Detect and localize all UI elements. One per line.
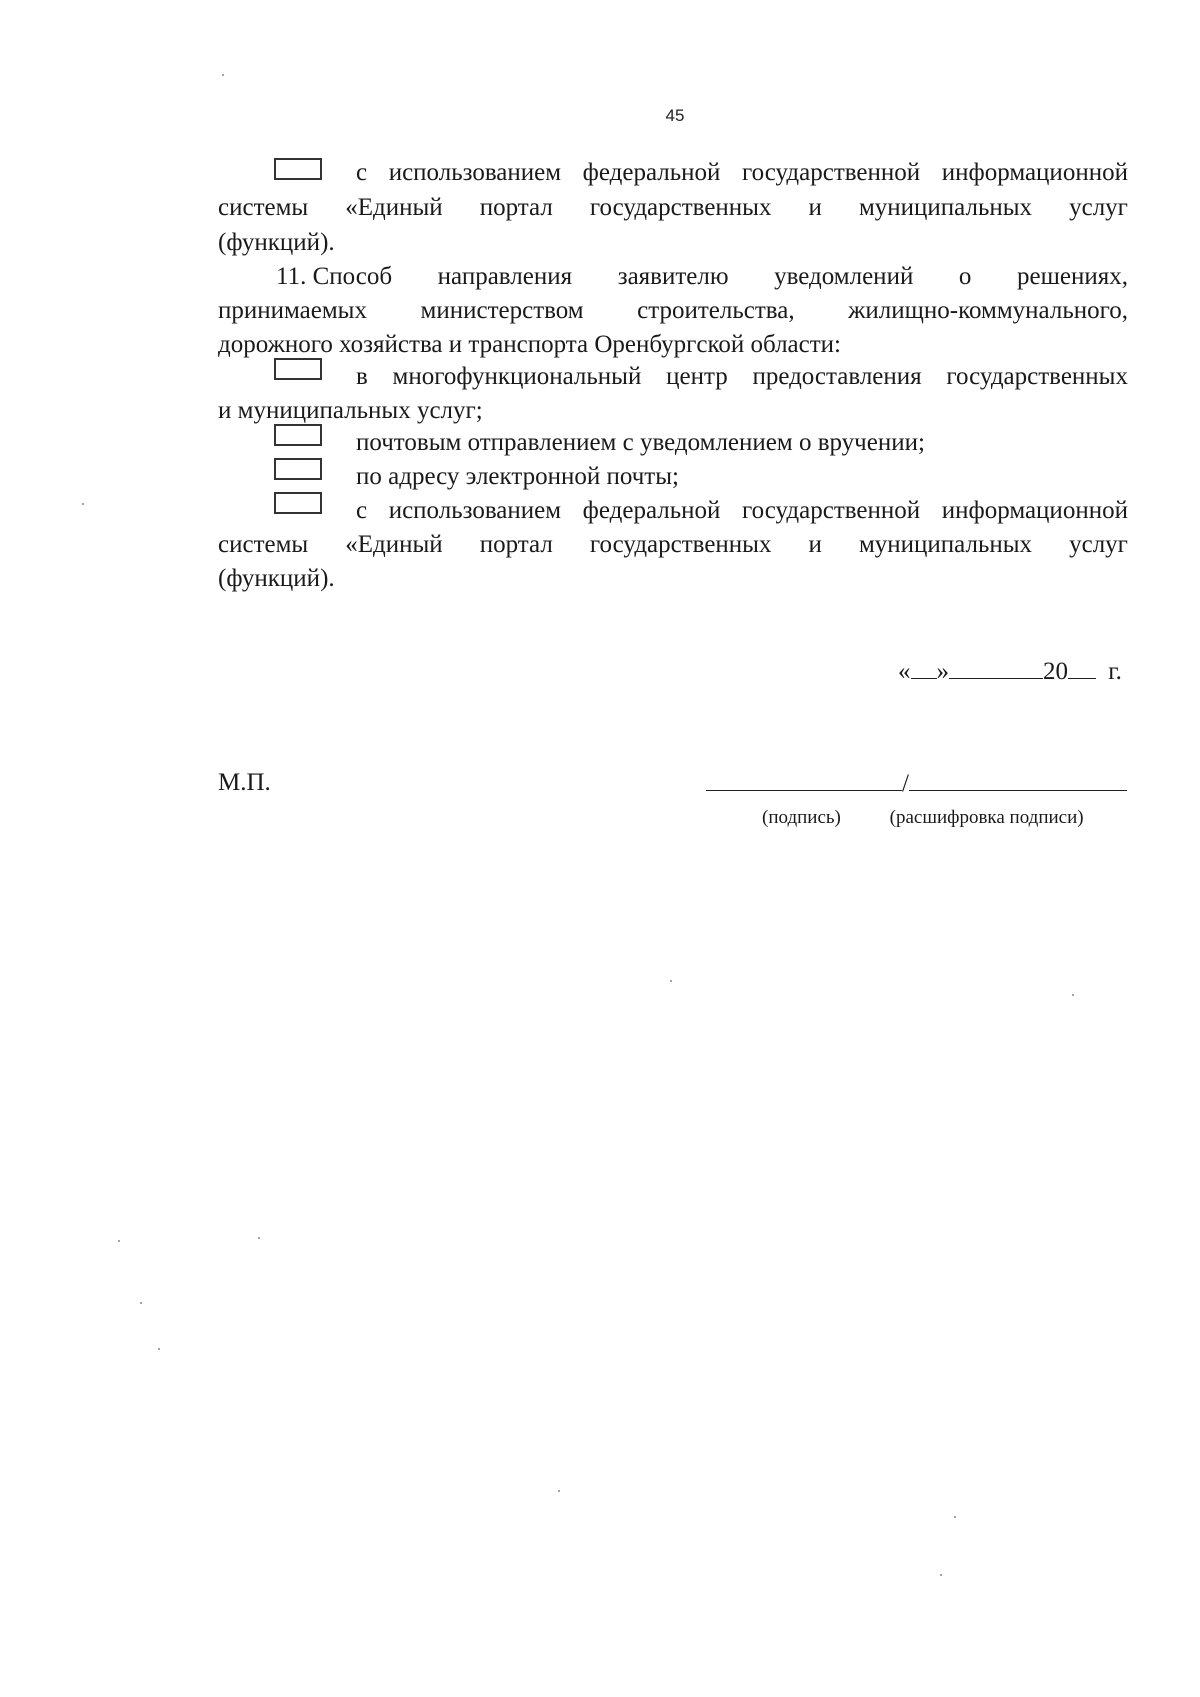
signature-captions <box>762 806 1084 830</box>
scan-speck <box>558 1490 560 1492</box>
signature-separator: / <box>902 770 909 797</box>
date-line <box>898 656 1122 687</box>
option-post: почтовым отправлением с уведомлением о вручении; <box>356 429 925 456</box>
block1-line1: с использованием федеральной государственной информационной <box>356 159 1128 186</box>
date-day-blank[interactable] <box>911 656 937 679</box>
option-portal-line2: системы «Единый портал государственных и муниципальных услуг <box>218 531 1128 558</box>
date-close-quote: » <box>936 658 949 685</box>
signature-row <box>706 768 1127 799</box>
block1-line3: (функций). <box>218 229 335 256</box>
caption-signature: (подпись) <box>762 807 841 828</box>
date-open-quote: « <box>898 658 911 685</box>
date-year-suffix: г. <box>1108 658 1122 685</box>
scan-speck <box>670 980 672 982</box>
checkbox-portal[interactable] <box>274 492 322 514</box>
scan-speck <box>258 1237 260 1239</box>
signature-decoding-blank[interactable] <box>909 768 1127 791</box>
signature-blank[interactable] <box>706 768 902 791</box>
block1-line2: системы «Единый портал государственных и муниципальных услуг <box>218 194 1128 221</box>
option-portal-line3: (функций). <box>218 565 335 592</box>
section11-line1: 11. Способ направления заявителю уведомлений о решениях, <box>276 263 1128 290</box>
scan-speck <box>222 74 224 76</box>
date-year-prefix: 20 <box>1043 658 1068 685</box>
date-year-blank[interactable] <box>1068 656 1096 679</box>
scan-speck <box>118 1240 120 1242</box>
scan-speck <box>140 1302 142 1304</box>
option-email: по адресу электронной почты; <box>356 463 679 490</box>
checkbox-email[interactable] <box>274 458 322 480</box>
page-number: 45 <box>665 106 685 125</box>
date-month-blank[interactable] <box>949 656 1043 679</box>
option-portal-line1: с использованием федеральной государственной информационной <box>356 497 1128 524</box>
section11-line3: дорожного хозяйства и транспорта Оренбургской области: <box>218 331 841 358</box>
scan-speck <box>158 1348 160 1350</box>
section11-line2: принимаемых министерством строительства, жилищно-коммунального, <box>218 297 1128 324</box>
scan-speck <box>82 503 84 505</box>
scan-speck <box>940 1574 942 1576</box>
checkbox-portal-top[interactable] <box>274 158 322 180</box>
caption-decoding: (расшифровка подписи) <box>889 807 1084 828</box>
stamp-label: М.П. <box>218 769 271 796</box>
checkbox-post[interactable] <box>274 424 322 446</box>
option-mfc-line2: и муниципальных услуг; <box>218 397 483 424</box>
scan-speck <box>1072 994 1074 996</box>
checkbox-mfc[interactable] <box>274 358 322 380</box>
scan-speck <box>954 1516 956 1518</box>
option-mfc-line1: в многофункциональный центр предоставления государственных <box>356 363 1128 390</box>
